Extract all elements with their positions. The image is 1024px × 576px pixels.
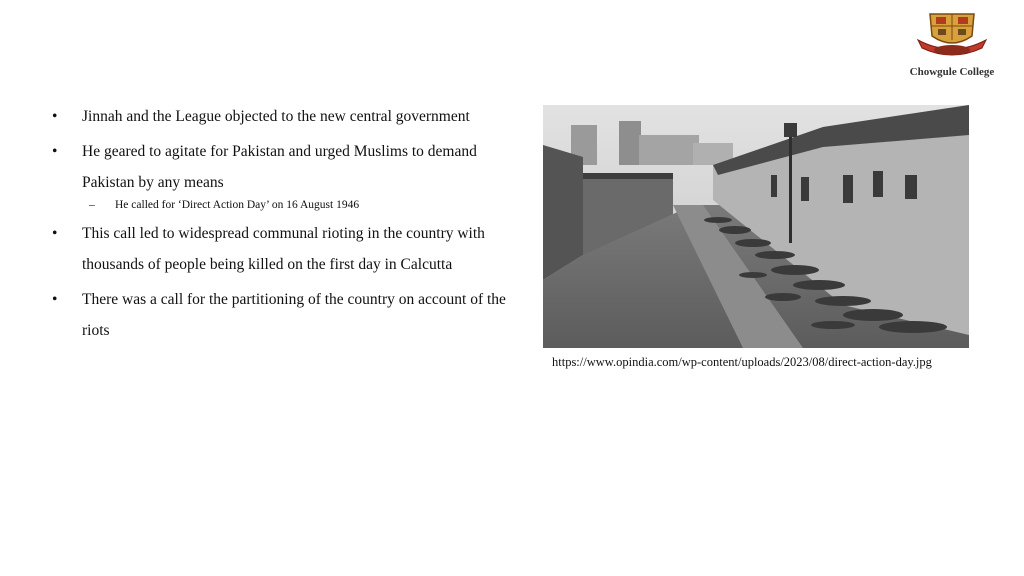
sub-bullet-marker: – (89, 199, 95, 211)
bullet-text: There was a call for the partitioning of the country on account of the riots (82, 291, 506, 339)
bullet-text: This call led to widespread communal rioting in the country with thousands of people being killed on the first day in Calcutta (82, 225, 485, 273)
bullet-item (52, 218, 532, 280)
bullet-item (52, 136, 532, 198)
bullet-list (52, 101, 532, 346)
sub-bullet-item (52, 194, 532, 216)
college-crest-icon (916, 10, 988, 56)
bullet-marker: • (52, 143, 58, 160)
bullet-marker: • (52, 108, 58, 125)
bullet-text: He geared to agitate for Pakistan and urged Muslims to demand Pakistan by any means (82, 143, 477, 191)
sub-bullet-text: He called for ‘Direct Action Day’ on 16 August 1946 (115, 199, 360, 211)
bullet-marker: • (52, 291, 58, 308)
bullet-marker: • (52, 225, 58, 242)
college-logo (896, 10, 1008, 82)
bullet-item (52, 284, 532, 346)
bullet-text: Jinnah and the League objected to the new central government (82, 108, 470, 125)
college-name: Chowgule College (909, 66, 995, 78)
image-source-caption: https://www.opindia.com/wp-content/uploads/2023/08/direct-action-day.jpg (552, 355, 932, 369)
bullet-item (52, 101, 532, 132)
riot-street-image (543, 105, 969, 348)
street-photo (543, 105, 969, 348)
